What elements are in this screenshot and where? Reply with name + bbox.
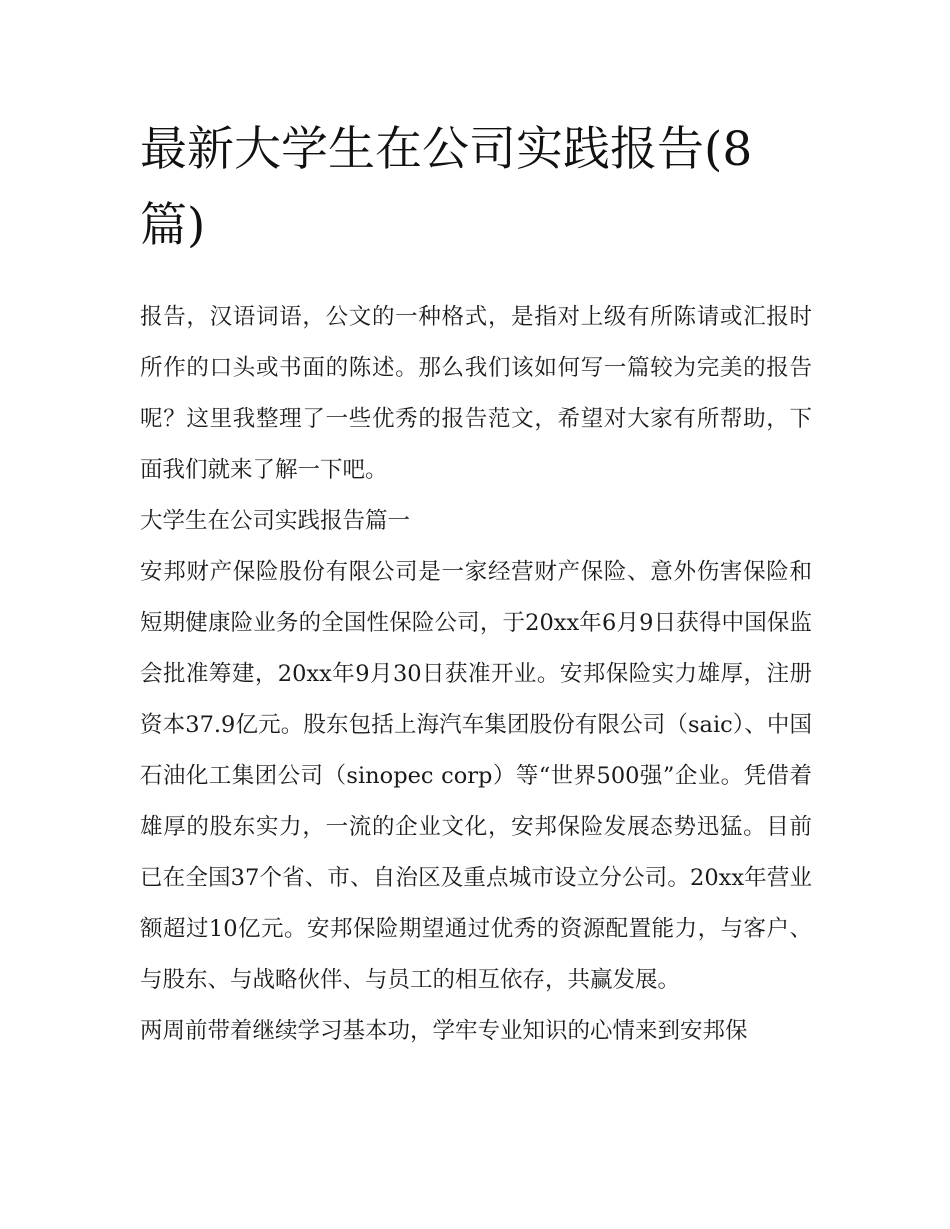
company-paragraph: 安邦财产保险股份有限公司是一家经营财产保险、意外伤害保险和短期健康险业务的全国性保险公司，于20xx年6月9日获得中国保监会批准筹建，20xx年9月30日获准开业。安邦保险实力雄厚，注册资本37.9亿元。股东包括上海汽车集团股份有限公司（saic）、中国石油化工集团公司（sinopec corp）等“世界500强”企业。凭借着雄厚的股东实力，一流的企业文化，安邦保险发展态势迅猛。目前已在全国37个省、市、自治区及重点城市设立分公司。20xx年营业额超过10亿元。安邦保险期望通过优秀的资源配置能力，与客户、与股东、与战略伙伴、与员工的相互依存，共赢发展。: [140, 559, 812, 993]
document-body: [140, 112, 812, 1057]
closing-paragraph: 两周前带着继续学习基本功，学牢专业知识的心情来到安邦保: [140, 1018, 748, 1044]
document-title: 最新大学生在公司实践报告(8篇): [140, 122, 753, 253]
intro-paragraph: 报告，汉语词语，公文的一种格式，是指对上级有所陈请或汇报时所作的口头或书面的陈述。那么我们该如何写一篇较为完美的报告呢？这里我整理了一些优秀的报告范文，希望对大家有所帮助，下面我们就来了解一下吧。: [140, 304, 812, 483]
section-heading: 大学生在公司实践报告篇一: [140, 508, 411, 534]
